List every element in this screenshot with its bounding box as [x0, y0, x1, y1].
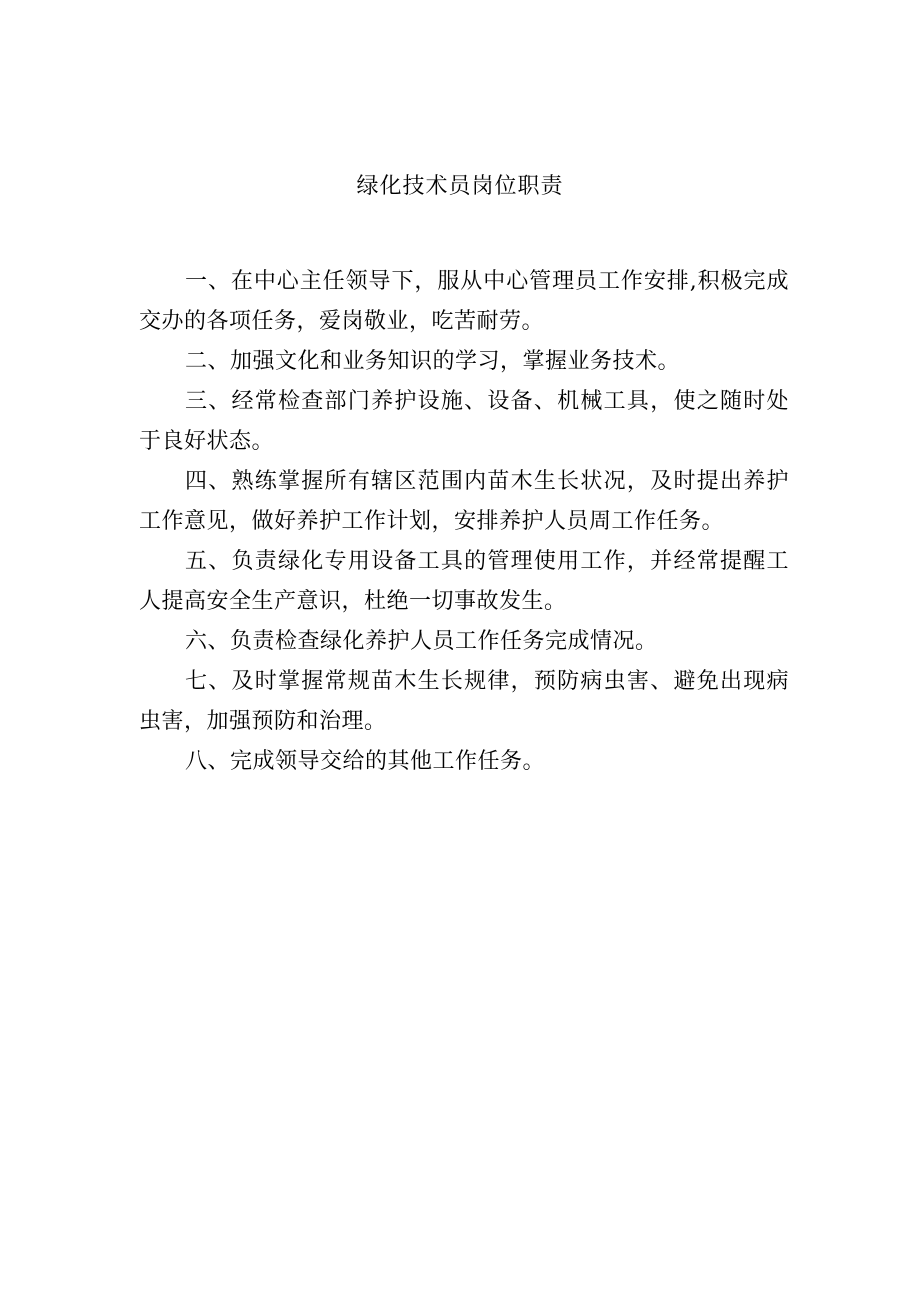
duty-item-5: 五、负责绿化专用设备工具的管理使用工作，并经常提醒工人提高安全生产意识，杜绝一切事故发生。 [139, 549, 789, 614]
duty-item-6: 六、负责检查绿化养护人员工作任务完成情况。 [185, 629, 658, 654]
duty-item-2: 二、加强文化和业务知识的学习，掌握业务技术。 [185, 349, 681, 374]
document-title: 绿化技术员岗位职责 [356, 174, 564, 199]
duty-item-7: 七、及时掌握常规苗木生长规律，预防病虫害、避免出现病虫害，加强预防和治理。 [139, 669, 789, 734]
duty-item-1: 一、在中心主任领导下，服从中心管理员工作安排,积极完成交办的各项任务，爱岗敬业，吃苦耐劳。 [139, 269, 789, 334]
duties-list [139, 262, 789, 782]
duty-item-8: 八、完成领导交给的其他工作任务。 [185, 749, 546, 774]
duty-item-3: 三、经常检查部门养护设施、设备、机械工具，使之随时处于良好状态。 [139, 389, 789, 454]
duty-item-4: 四、熟练掌握所有辖区范围内苗木生长状况，及时提出养护工作意见，做好养护工作计划，安排养护人员周工作任务。 [139, 469, 789, 534]
